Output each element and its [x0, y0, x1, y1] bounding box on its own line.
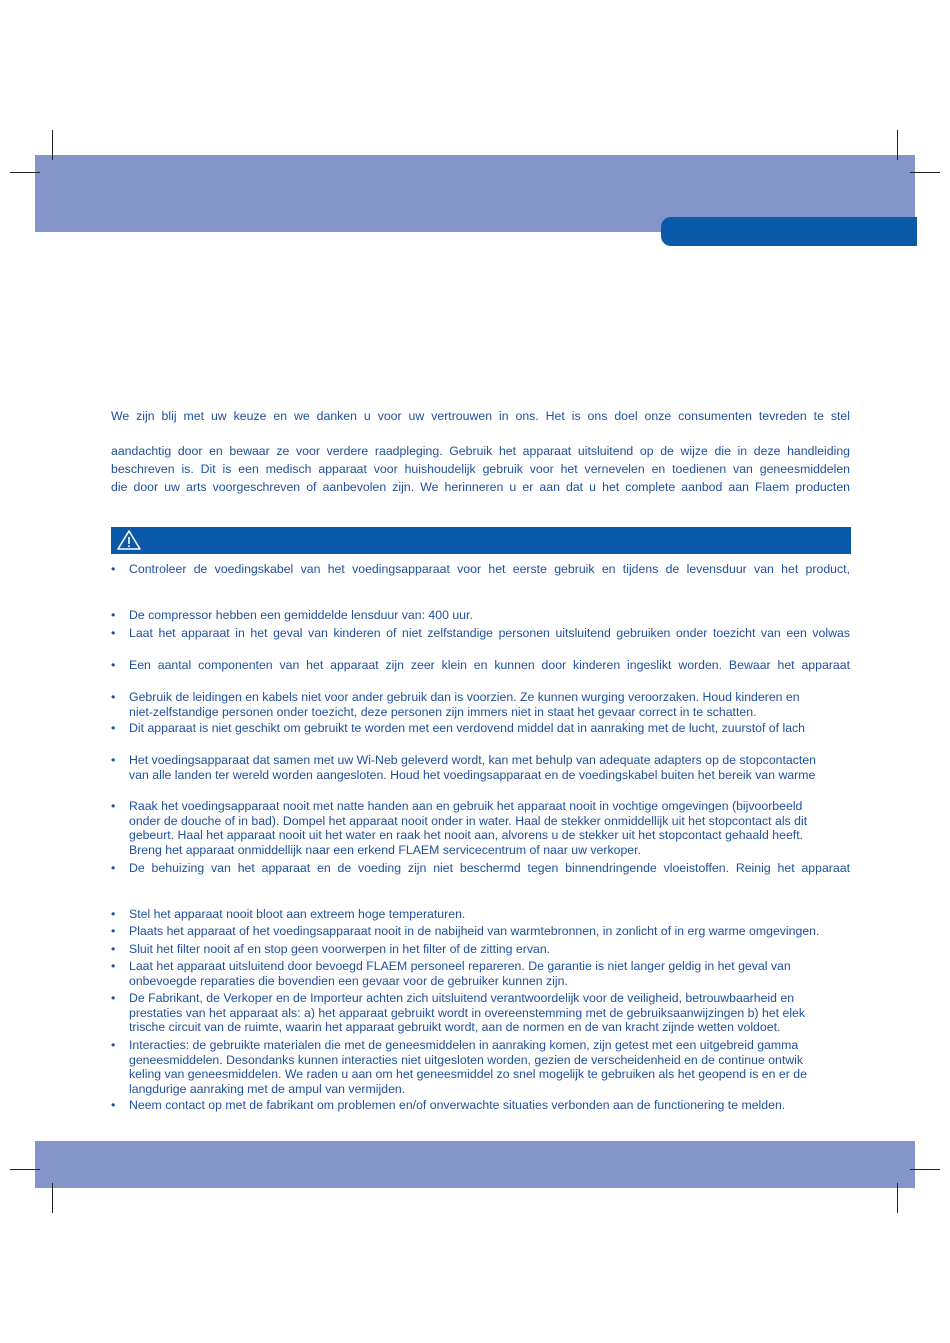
bullet: •: [111, 942, 116, 956]
bullet: •: [111, 861, 116, 875]
list-item-text: Laat het apparaat in het geval van kinderen of niet zelfstandige personen uitsluitend gebruiken onder toezicht van een volwas: [129, 626, 850, 640]
bullet: •: [111, 753, 116, 767]
list-item-text: Stel het apparaat nooit bloot aan extreem hoge temperaturen.: [129, 907, 466, 921]
list-item-text: Dit apparaat is niet geschikt om gebruikt te worden met een verdovend middel dat in aanraking met de lucht, zuurstof of lach: [129, 721, 806, 735]
warning-triangle-icon: [116, 529, 142, 551]
list-item-text: Controleer de voedingskabel van het voedingsapparaat voor het eerste gebruik en tijdens de levensduur van het product,: [129, 562, 850, 576]
list-item-text: Plaats het apparaat of het voedingsapparaat nooit in de nabijheid van warmtebronnen, in zonlicht of in erg warme omgevingen.: [129, 924, 820, 938]
list-item-text: De compressor hebben een gemiddelde lensduur van: 400 uur.: [129, 608, 473, 622]
bullet: •: [111, 924, 116, 938]
crop-mark: [52, 130, 53, 160]
crop-mark: [897, 1183, 898, 1213]
bullet: •: [111, 721, 116, 735]
crop-mark: [10, 172, 40, 173]
list-item-text: Het voedingsapparaat dat samen met uw Wi-Neb geleverd wordt, kan met behulp van adequate adapters op de stopcontacten van alle landen ter wereld worden aangesloten. Houd het voedingsapparaat en de voedingskabel buiten het bereik van warme: [129, 753, 816, 782]
intro-line: die door uw arts voorgeschreven of aanbevolen zijn. We herinneren u er aan dat u het complete aanbod aan Flaem producten: [111, 480, 850, 494]
crop-mark: [910, 1169, 940, 1170]
bullet: •: [111, 626, 116, 640]
list-item-text: Gebruik de leidingen en kabels niet voor ander gebruik dan is voorzien. Ze kunnen wurging veroorzaken. Houd kinderen en niet-zelfstandige personen onder toezicht, deze personen zijn immers niet in staat het gevaar correct in te schatten.: [129, 690, 800, 719]
bullet: •: [111, 1098, 116, 1112]
list-item-text: De behuizing van het apparaat en de voeding zijn niet beschermd tegen binnendringende vloeistoffen. Reinig het apparaat: [129, 861, 850, 875]
bullet: •: [111, 991, 116, 1005]
warning-header-bar: [111, 527, 851, 554]
list-item-text: Een aantal componenten van het apparaat zijn zeer klein en kunnen door kinderen ingeslikt worden. Bewaar het apparaat: [129, 658, 850, 672]
bullet: •: [111, 959, 116, 973]
list-item-text: Neem contact op met de fabrikant om problemen en/of onverwachte situaties verbonden aan de functionering te melden.: [129, 1098, 786, 1112]
intro-paragraph-1: [111, 407, 850, 425]
footer-band: [35, 1141, 915, 1188]
intro-line: beschreven is. Dit is een medisch apparaat voor huishoudelijk gebruik voor het vernevelen en toedienen van geneesmiddelen: [111, 462, 850, 476]
crop-mark: [910, 172, 940, 173]
bullet: •: [111, 690, 116, 704]
intro-line: aandachtig door en bewaar ze voor verdere raadpleging. Gebruik het apparaat uitsluitend op de wijze die in deze handleiding: [111, 444, 850, 458]
section-tab: [661, 217, 917, 246]
crop-mark: [52, 1183, 53, 1213]
list-item-text: De Fabrikant, de Verkoper en de Importeur achten zich uitsluitend verantwoordelijk voor de veiligheid, betrouwbaarheid en prestaties van het apparaat als: a) het apparaat gebruikt wordt in overeenstemming met de gebruiksaanwijzingen b) het elek trische circuit van de ruimte, waarin het apparaat gebruikt wordt, aan de normen en de van kracht zijnde wetten voldoet.: [129, 991, 806, 1034]
bullet: •: [111, 608, 116, 622]
bullet: •: [111, 799, 116, 813]
intro-paragraph-2: [111, 442, 850, 496]
bullet: •: [111, 658, 116, 672]
list-item-text: Interacties: de gebruikte materialen die met de geneesmiddelen in aanraking komen, zijn getest met een uitgebreid gamma geneesmiddelen. Desondanks kunnen interacties niet uitgesloten worden, gezien de verscheidenheid en de continue ontwik keling van geneesmiddelen. We raden u aan om het geneesmiddel zo snel mogelijk te gebruiken als het geopend is en er de langdurige aanraking met de ampul van vermijden.: [129, 1038, 807, 1096]
intro-line: We zijn blij met uw keuze en we danken u voor uw vertrouwen in ons. Het is ons doel onze consumenten tevreden te stel: [111, 409, 850, 423]
list-item-text: Raak het voedingsapparaat nooit met natte handen aan en gebruik het apparaat nooit in vochtige omgevingen (bijvoorbeeld onder de douche of in bad). Dompel het apparaat nooit onder in water. Haal de stekker onmiddellijk uit het stopcontact als dit gebeurt. Haal het apparaat nooit uit het water en raak het nooit aan, alvorens u de stekker uit het stopcontact gehaald heeft. Breng het apparaat onmiddellijk naar een erkend FLAEM servicecentrum of naar uw verkoper.: [129, 799, 808, 857]
list-item-text: Laat het apparaat uitsluitend door bevoegd FLAEM personeel repareren. De garantie is niet langer geldig in het geval van onbevoegde reparaties die bovendien een gevaar voor de gebruiker kunnen zijn.: [129, 959, 791, 988]
bullet: •: [111, 1038, 116, 1052]
list-item-text: Sluit het filter nooit af en stop geen voorwerpen in het filter of de zitting ervan.: [129, 942, 551, 956]
crop-mark: [897, 130, 898, 160]
crop-mark: [10, 1169, 40, 1170]
bullet: •: [111, 562, 116, 576]
bullet: •: [111, 907, 116, 921]
